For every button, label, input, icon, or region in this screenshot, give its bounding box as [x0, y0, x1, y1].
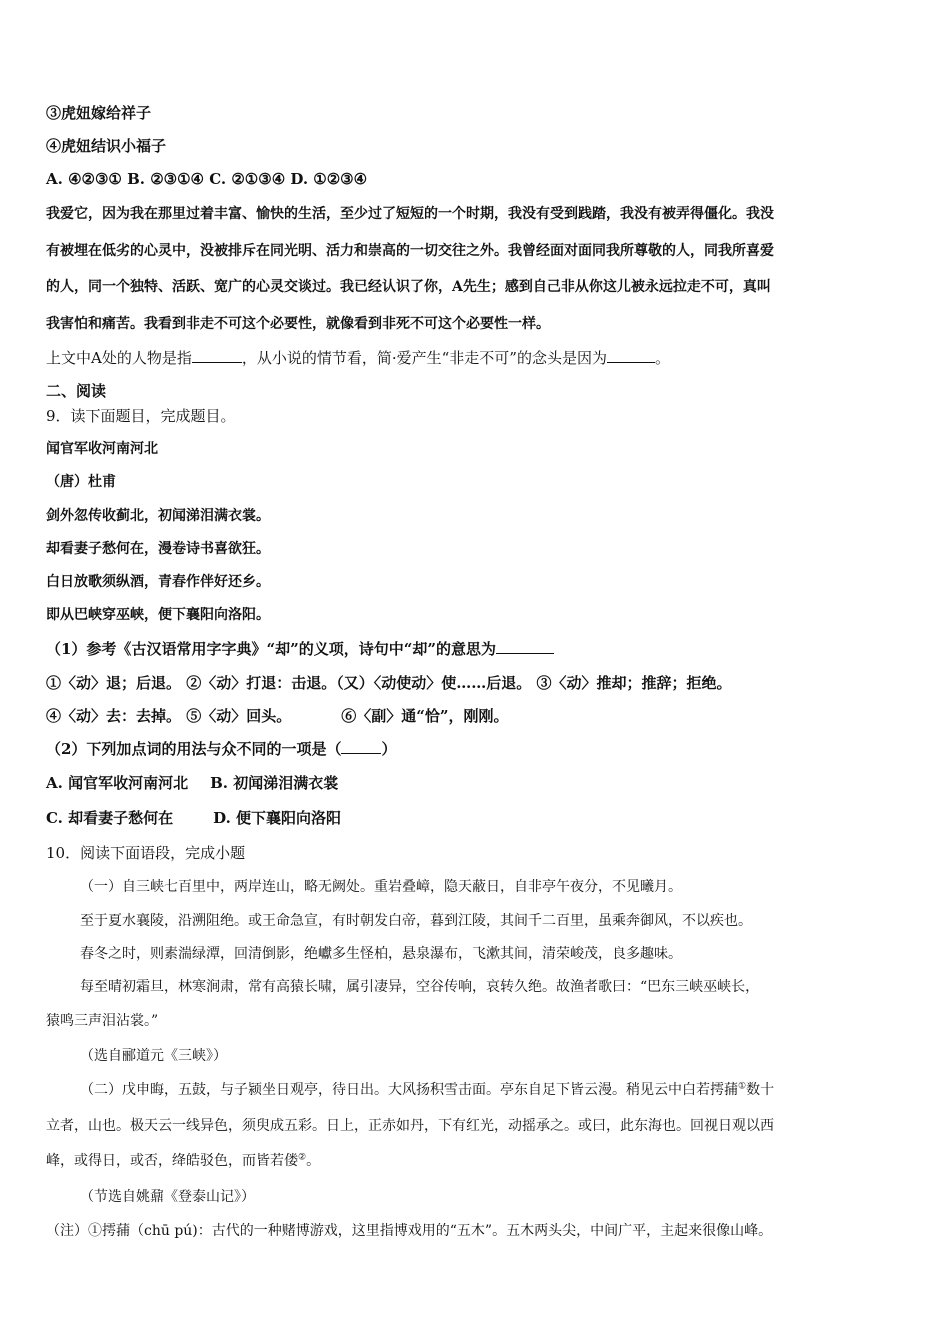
sub-question-2: [46, 739, 396, 759]
footnote-marker: ②: [298, 1152, 307, 1163]
meanings-line-2b: ⑥〈副〉通“恰”，刚刚。: [341, 707, 509, 725]
passage-2-text: 数十: [746, 1082, 775, 1098]
passage-line: 每至晴初霜旦，林寒涧肃，常有高猿长啸，属引凄异，空谷传响，哀转久绝。故渔者歌曰：“巴东三峡巫峡长，: [80, 979, 760, 995]
answer-blank[interactable]: [607, 348, 655, 363]
poem-title: 闻官军收河南河北: [46, 441, 158, 457]
passage-line: 猿鸣三声泪沾裳。”: [46, 1013, 159, 1029]
passage-line: 至于夏水襄陵，沿溯阻绝。或王命急宣，有时朝发白帝，暮到江陵，其间千二百里，虽乘奔御风，不以疾也。: [80, 913, 752, 929]
sub-question-2-end: ）: [381, 740, 397, 758]
choice-a: A. 闻官军收河南河北: [46, 774, 189, 792]
section-heading: 二、阅读: [46, 382, 107, 400]
passage-2-line: [46, 1151, 320, 1171]
meanings-line-2: [46, 706, 509, 726]
sub-question-1: [46, 639, 554, 659]
footnote-marker: ①: [738, 1081, 747, 1092]
choice-row-cd: [46, 808, 341, 828]
choice-c: C. 却看妻子愁何在: [46, 809, 174, 827]
poem-line: 却看妻子愁何在，漫卷诗书喜欲狂。: [46, 541, 270, 557]
passage-2-text: 。: [306, 1153, 321, 1169]
excerpt-line: 的人，同一个独特、活跃、宽广的心灵交谈过。我已经认识了你，A先生；感到自己非从你这儿被永远拉走不可，真叫: [46, 279, 771, 295]
choice-d: D. 便下襄阳向洛阳: [213, 809, 342, 827]
sub-question-1-text: （1）参考《古汉语常用字字典》“却”的义项，诗句中“却”的意思为: [46, 640, 496, 658]
sub-question-2-text: （2）下列加点词的用法与众不同的一项是（: [46, 740, 342, 758]
passage-2-line: [80, 1080, 774, 1100]
poem-author: （唐）杜甫: [46, 474, 116, 490]
option-item-3: ③虎妞嫁给祥子: [46, 104, 152, 122]
footnote: （注）①摴蒱（chū pú)：古代的一种赌博游戏，这里指博戏用的“五木”。五木两头尖，中间广平，主起来很像山峰。: [46, 1223, 773, 1239]
passage-line: 春冬之时，则素湍绿潭，回清倒影，绝巘多生怪柏，悬泉瀑布，飞漱其间，清荣峻茂，良多趣味。: [80, 946, 682, 962]
question-9-title: 9．读下面题目，完成题目。: [46, 407, 236, 425]
passage-2-line: 立者，山也。极天云一线异色，须臾成五彩。日上，正赤如丹，下有红光，动摇承之。或曰，此东海也。回视日观以西: [46, 1118, 774, 1134]
poem-line: 剑外忽传收蓟北，初闻涕泪满衣裳。: [46, 508, 270, 524]
answer-blank[interactable]: [192, 348, 242, 363]
choice-row-ab: [46, 773, 338, 793]
option-item-4: ④虎妞结识小福子: [46, 137, 167, 155]
excerpt-line: 我爱它，因为我在那里过着丰富、愉快的生活，至少过了短短的一个时期，我没有受到践踏，我没有被弄得僵化。我没: [46, 206, 774, 222]
source-citation: （选自郦道元《三峡》）: [80, 1048, 227, 1064]
question-text-end: 。: [654, 349, 670, 367]
question-text-part2: ，从小说的情节看，简·爱产生“非走不可”的念头是因为: [241, 349, 607, 367]
meanings-line-2a: ④〈动〉去：去掉。 ⑤〈动〉回头。: [46, 707, 292, 725]
question-10-title: 10．阅读下面语段，完成小题: [46, 844, 246, 862]
source-citation: （节选自姚鼐《登泰山记》）: [80, 1189, 255, 1205]
excerpt-question: [46, 348, 670, 368]
passage-2-text: 峰，或得日，或否，绛皓驳色，而皆若偻: [46, 1153, 298, 1169]
answer-choices: A. ④②③① B. ②③①④ C. ②①③④ D. ①②③④: [46, 170, 368, 188]
poem-line: 白日放歌须纵酒，青春作伴好还乡。: [46, 574, 270, 590]
passage-2-text: （二）戊申晦，五鼓，与子颍坐日观亭，待日出。大风扬积雪击面。亭东自足下皆云漫。稍见云中白若摴蒱: [80, 1082, 738, 1098]
passage-line: （一）自三峡七百里中，两岸连山，略无阙处。重岩叠嶂，隐天蔽日，自非亭午夜分，不见曦月。: [80, 879, 682, 895]
excerpt-line: 有被埋在低劣的心灵中，没被排斥在同光明、活力和崇高的一切交往之外。我曾经面对面同我所尊敬的人，同我所喜爱: [46, 243, 774, 259]
answer-blank[interactable]: [496, 639, 554, 654]
choice-b: B. 初闻涕泪满衣裳: [210, 774, 339, 792]
meanings-line-1: ①〈动〉退；后退。 ②〈动〉打退：击退。（又）〈动使动〉使……后退。 ③〈动〉推却；推辞；拒绝。: [46, 674, 732, 692]
question-text-part1: 上文中A处的人物是指: [46, 349, 192, 367]
poem-line: 即从巴峡穿巫峡，便下襄阳向洛阳。: [46, 607, 270, 623]
answer-blank[interactable]: [341, 739, 381, 754]
excerpt-line: 我害怕和痛苦。我看到非走不可这个必要性，就像看到非死不可这个必要性一样。: [46, 316, 550, 332]
